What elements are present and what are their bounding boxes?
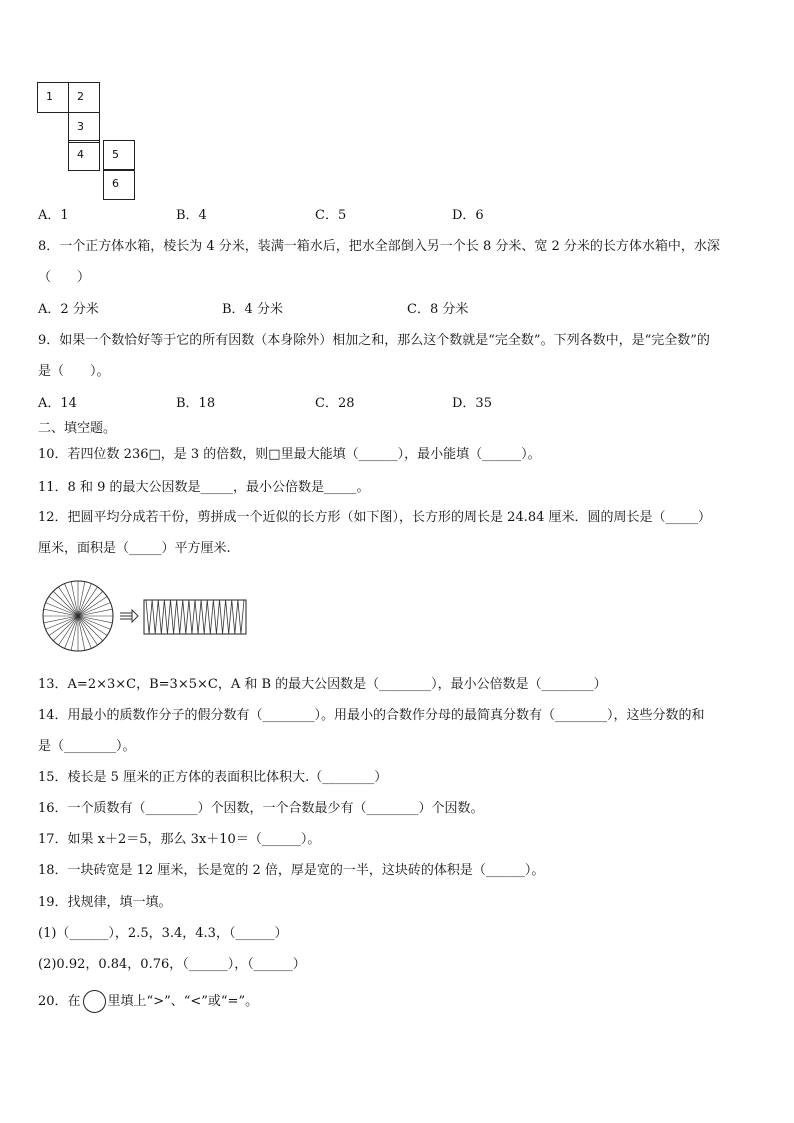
q7-option-c[interactable]: C．5 (315, 208, 347, 223)
cube-net-figure (37, 82, 137, 200)
q8-option-a[interactable]: A．2 分米 (38, 302, 99, 317)
q19-part1: (1)（______），2.5，3.4，4.3，（______） (38, 926, 288, 941)
section-heading-fill-in: 二、填空题。 (38, 421, 117, 436)
q9-option-b[interactable]: B．18 (176, 396, 216, 411)
q18-text: 18．一块砖宽是 12 厘米，长是宽的 2 倍，厚是宽的一半，这块砖的体积是（______）。 (38, 863, 545, 878)
q9-text-line2: 是（ ）。 (38, 364, 110, 379)
approx-rectangle-icon (144, 600, 246, 634)
q7-option-b[interactable]: B．4 (176, 208, 207, 223)
q11-text: 11．8 和 9 的最大公因数是_____，最小公倍数是_____。 (38, 480, 370, 495)
q9-option-d[interactable]: D．35 (452, 396, 492, 411)
comparison-circle-icon[interactable] (83, 990, 106, 1013)
q14-text-line1: 14．用最小的质数作分子的假分数有（________）。用最小的合数作分母的最简真分数有（________），这些分数的和 (38, 708, 705, 723)
sectored-circle-icon (43, 581, 113, 651)
q20-text (38, 990, 258, 1013)
q14-text-line2: 是（________）。 (38, 739, 136, 754)
q9-option-a[interactable]: A．14 (38, 396, 77, 411)
net-cell-6: 6 (103, 169, 135, 200)
q17-text: 17．如果 x＋2＝5，那么 3x＋10＝（______）。 (38, 832, 321, 847)
q10-text: 10．若四位数 236□，是 3 的倍数，则□里最大能填（______），最小能填（______）。 (38, 447, 541, 462)
q20-prefix: 20．在 (38, 994, 81, 1009)
q16-text: 16．一个质数有（________）个因数，一个合数最少有（________）个因数。 (38, 801, 484, 816)
q12-text-line1: 12．把圆平均分成若干份，剪拼成一个近似的长方形（如下图），长方形的周长是 24.84 厘米．圆的周长是（_____） (38, 510, 712, 525)
q8-text-line2: （ ） (38, 270, 91, 285)
circle-to-rectangle-figure (40, 578, 255, 658)
q8-option-c[interactable]: C．8 分米 (407, 302, 469, 317)
q20-suffix: 里填上“>”、“<”或“=”。 (107, 994, 259, 1009)
net-cell-5: 5 (103, 140, 135, 171)
q19-part2: (2)0.92，0.84，0.76，（______），（______） (38, 957, 306, 972)
q15-text: 15．棱长是 5 厘米的正方体的表面积比体积大.（________） (38, 770, 388, 785)
net-cell-3: 3 (68, 112, 100, 143)
q8-option-b[interactable]: B．4 分米 (222, 302, 283, 317)
q12-text-line2: 厘米，面积是（_____）平方厘米. (38, 541, 231, 556)
q19-title: 19．找规律，填一填。 (38, 895, 172, 910)
q7-option-a[interactable]: A．1 (38, 208, 69, 223)
q8-text-line1: 8．一个正方体水箱，棱长为 4 分米，装满一箱水后，把水全部倒入另一个长 8 分米、宽 2 分米的长方体水箱中，水深 (38, 239, 720, 254)
q9-text-line1: 9．如果一个数恰好等于它的所有因数（本身除外）相加之和，那么这个数就是“完全数”。下列各数中，是“完全数”的 (38, 333, 710, 348)
net-cell-1: 1 (37, 82, 69, 113)
net-cell-4: 4 (68, 140, 100, 171)
q9-option-c[interactable]: C．28 (315, 396, 355, 411)
q7-option-d[interactable]: D．6 (452, 208, 484, 223)
right-arrow-icon (120, 610, 138, 622)
net-cell-2: 2 (68, 82, 100, 113)
q13-text: 13．A=2×3×C，B=3×5×C，A 和 B 的最大公因数是（________），最小公倍数是（________） (38, 677, 607, 692)
